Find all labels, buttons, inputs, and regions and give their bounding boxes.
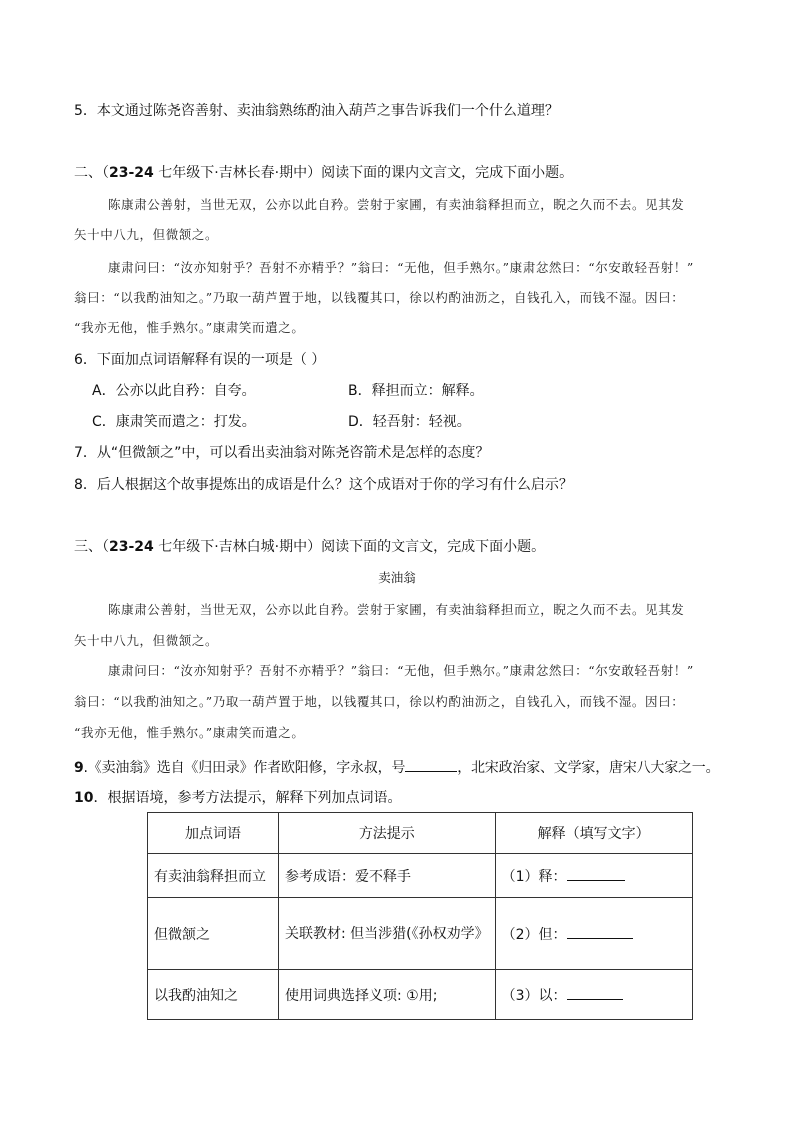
question-9-text-b: ，北宋政治家、文学家，唐宋八大家之一。 — [457, 760, 720, 776]
table-cell-word: 有卖油翁释担而立 — [148, 854, 279, 898]
question-9 — [74, 757, 719, 778]
table-cell-answer — [495, 854, 692, 898]
passage-2-line: 康肃问曰：“汝亦知射乎？吾射不亦精乎？”翁曰：“无他，但手熟尔。”康肃忿然曰：“尔安敢轻吾射！” — [108, 260, 694, 275]
section-2-tag: 23-24 — [109, 165, 154, 181]
question-9-text-a: .《卖油翁》选自《归田录》作者欧阳修，字永叔，号 — [83, 760, 406, 776]
answer-label: （3）以： — [501, 987, 567, 1004]
question-10 — [74, 788, 401, 808]
table-cell-word: 以我酌油知之 — [148, 970, 279, 1020]
table-row — [148, 898, 693, 970]
question-5: 5．本文通过陈尧咨善射、卖油翁熟练酌油入葫芦之事告诉我们一个什么道理？ — [74, 103, 559, 119]
vocab-table — [147, 812, 693, 1020]
answer-blank[interactable] — [405, 757, 457, 772]
option-d: D．轻吾射：轻视。 — [348, 414, 471, 430]
passage-title: 卖油翁 — [378, 570, 416, 585]
section-3-tag: 23-24 — [109, 539, 154, 555]
passage-2-line: 翁曰：“以我酌油知之。”乃取一葫芦置于地，以钱覆其口，徐以杓酌油沥之，自钱孔入，而钱不湿。因曰： — [74, 694, 685, 709]
passage-1-line: 矢十中八九，但微颔之。 — [74, 227, 219, 242]
table-header: 加点词语 — [148, 813, 279, 854]
question-6: 6．下面加点词语解释有误的一项是（ ） — [74, 352, 326, 368]
section-2-prefix: 二、（ — [74, 165, 109, 181]
question-10-text: ．根据语境，参考方法提示，解释下列加点词语。 — [93, 790, 402, 806]
answer-label: （1）释： — [501, 868, 567, 885]
answer-label: （2）但： — [501, 926, 567, 943]
question-10-number: 10 — [74, 790, 94, 806]
section-3-heading — [74, 537, 545, 557]
table-header: 方法提示 — [279, 813, 496, 854]
table-cell-hint: 参考成语：爱不释手 — [279, 854, 496, 898]
table-cell-answer — [495, 898, 692, 970]
table-header: 解释（填写文字） — [495, 813, 692, 854]
answer-blank[interactable] — [567, 985, 623, 1000]
question-9-number: 9 — [74, 760, 84, 776]
option-c: C．康肃笑而遣之：打发。 — [92, 414, 256, 430]
answer-blank[interactable] — [567, 924, 633, 939]
section-2-rest: 七年级下·吉林长春·期中）阅读下面的课内文言文，完成下面小题。 — [153, 165, 574, 181]
section-2-heading — [74, 163, 573, 183]
table-cell-hint: 使用词典选择义项: ①用; — [279, 970, 496, 1020]
table-header-row — [148, 813, 693, 854]
passage-2-line: “我亦无他，惟手熟尔。”康肃笑而遣之。 — [74, 320, 305, 335]
passage-2-line: “我亦无他，惟手熟尔。”康肃笑而遣之。 — [74, 725, 305, 740]
question-7: 7．从“但微颔之”中，可以看出卖油翁对陈尧咨箭术是怎样的态度？ — [74, 445, 490, 461]
option-b: B．释担而立：解释。 — [348, 383, 484, 399]
table-row — [148, 854, 693, 898]
table-row — [148, 970, 693, 1020]
section-3-rest: 七年级下·吉林白城·期中）阅读下面的文言文，完成下面小题。 — [153, 539, 546, 555]
passage-1-line: 矢十中八九，但微颔之。 — [74, 633, 219, 648]
table-cell-hint: 关联教材: 但当涉猎(《孙权劝学》 — [279, 898, 496, 970]
passage-2-line: 翁曰：“以我酌油知之。”乃取一葫芦置于地，以钱覆其口，徐以杓酌油沥之，自钱孔入，而钱不湿。因曰： — [74, 290, 685, 305]
table-cell-answer — [495, 970, 692, 1020]
option-a: A．公亦以此自矜：自夸。 — [92, 383, 256, 399]
passage-1-line: 陈康肃公善射，当世无双，公亦以此自矜。尝射于家圃，有卖油翁释担而立，睨之久而不去。见其发 — [108, 197, 685, 212]
passage-1-line: 陈康肃公善射，当世无双，公亦以此自矜。尝射于家圃，有卖油翁释担而立，睨之久而不去。见其发 — [108, 602, 685, 617]
table-cell-word: 但微颔之 — [148, 898, 279, 970]
passage-2-line: 康肃问曰：“汝亦知射乎？吾射不亦精乎？”翁曰：“无他，但手熟尔。”康肃忿然曰：“尔安敢轻吾射！” — [108, 663, 694, 678]
section-3-prefix: 三、（ — [74, 539, 109, 555]
answer-blank[interactable] — [567, 866, 625, 881]
question-8: 8．后人根据这个故事提炼出的成语是什么？这个成语对于你的学习有什么启示？ — [74, 477, 573, 493]
